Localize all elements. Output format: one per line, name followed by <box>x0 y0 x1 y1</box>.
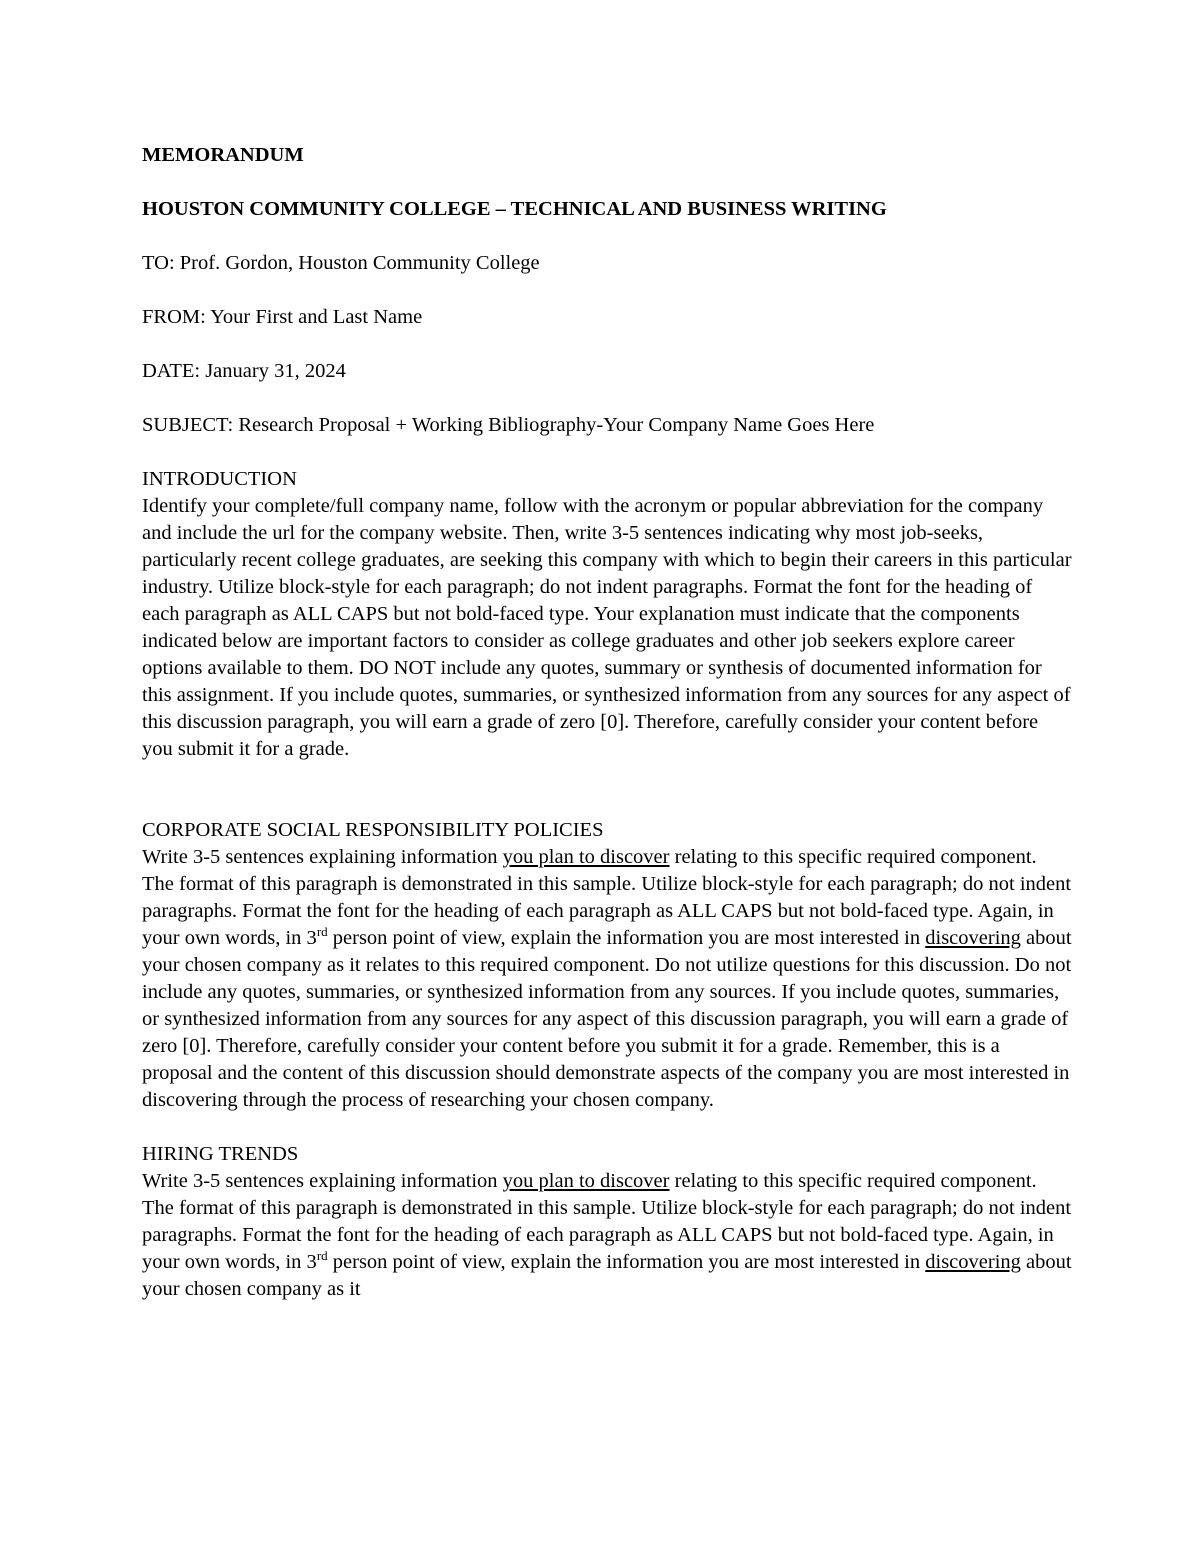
hiring-superscript: rd <box>316 1248 328 1264</box>
hiring-paragraph <box>142 1168 1072 1303</box>
csr-underline-2: discovering <box>925 927 1021 949</box>
hiring-underline-1: you plan to discover <box>502 1170 670 1192</box>
subject-line: SUBJECT: Research Proposal + Working Bibliography-Your Company Name Goes Here <box>142 414 875 436</box>
spacer <box>142 1114 1072 1141</box>
from-line: FROM: Your First and Last Name <box>142 306 423 328</box>
csr-paragraph <box>142 844 1072 1114</box>
csr-text-2: relating to this specific required component. The format of this paragraph is demonstrated in this sample. Utilize block-style for each paragraph; do not indent paragraphs. Format the font for the heading of each paragraph as ALL CAPS but not bold-faced type. Again, in your own words, in 3 <box>142 846 1072 949</box>
date-line: DATE: January 31, 2024 <box>142 360 346 382</box>
hiring-text-4: about your chosen company as it <box>142 1251 1072 1300</box>
csr-superscript: rd <box>316 924 328 940</box>
hiring-text-3: person point of view, explain the information you are most interested in <box>327 1251 926 1273</box>
csr-text-4: about your chosen company as it relates to this required component. Do not utilize questions for this discussion. Do not include any quotes, summaries, or synthesized information from any sources. If you include quotes, summaries, or synthesized information from any sources for any aspect of this discussion paragraph, you will earn a grade of zero [0]. Therefore, carefully consider your content before you submit it for a grade. Remember, this is a proposal and the content of this discussion should demonstrate aspects of the company you are most interested in discovering through the process of researching your chosen company. <box>142 927 1072 1111</box>
hiring-text-2: relating to this specific required component. The format of this paragraph is demonstrated in this sample. Utilize block-style for each paragraph; do not indent paragraphs. Format the font for the heading of each paragraph as ALL CAPS but not bold-faced type. Again, in your own words, in 3 <box>142 1170 1072 1273</box>
csr-text-3: person point of view, explain the information you are most interested in <box>327 927 926 949</box>
csr-text-1: Write 3-5 sentences explaining information <box>142 846 503 868</box>
memo-title: MEMORANDUM <box>142 144 304 166</box>
intro-paragraph: Identify your complete/full company name, follow with the acronym or popular abbreviation for the company and include the url for the company website. Then, write 3-5 sentences indicating why most job-seeks, particularly recent college graduates, are seeking this company with which to begin their careers in this particular industry. Utilize block-style for each paragraph; do not indent paragraphs. Format the font for the heading of each paragraph as ALL CAPS but not bold-faced type. Your explanation must indicate that the components indicated below are important factors to consider as college graduates and other job seekers explore career options available to them. DO NOT include any quotes, summary or synthesis of documented information for this assignment. If you include quotes, summaries, or synthesized information from any sources for any aspect of this discussion paragraph, you will earn a grade of zero [0]. Therefore, carefully consider your content before you submit it for a grade. <box>142 495 1072 760</box>
hiring-heading: HIRING TRENDS <box>142 1143 299 1165</box>
to-line: TO: Prof. Gordon, Houston Community College <box>142 252 540 274</box>
memo-body <box>142 142 1072 1303</box>
hiring-underline-2: discovering <box>925 1251 1021 1273</box>
spacer <box>142 763 1072 817</box>
csr-heading: CORPORATE SOCIAL RESPONSIBILITY POLICIES <box>142 819 604 841</box>
hiring-text-1: Write 3-5 sentences explaining information <box>142 1170 503 1192</box>
college-line: HOUSTON COMMUNITY COLLEGE – TECHNICAL AND BUSINESS WRITING <box>142 198 887 220</box>
csr-underline-1: you plan to discover <box>502 846 670 868</box>
intro-heading: INTRODUCTION <box>142 468 297 490</box>
